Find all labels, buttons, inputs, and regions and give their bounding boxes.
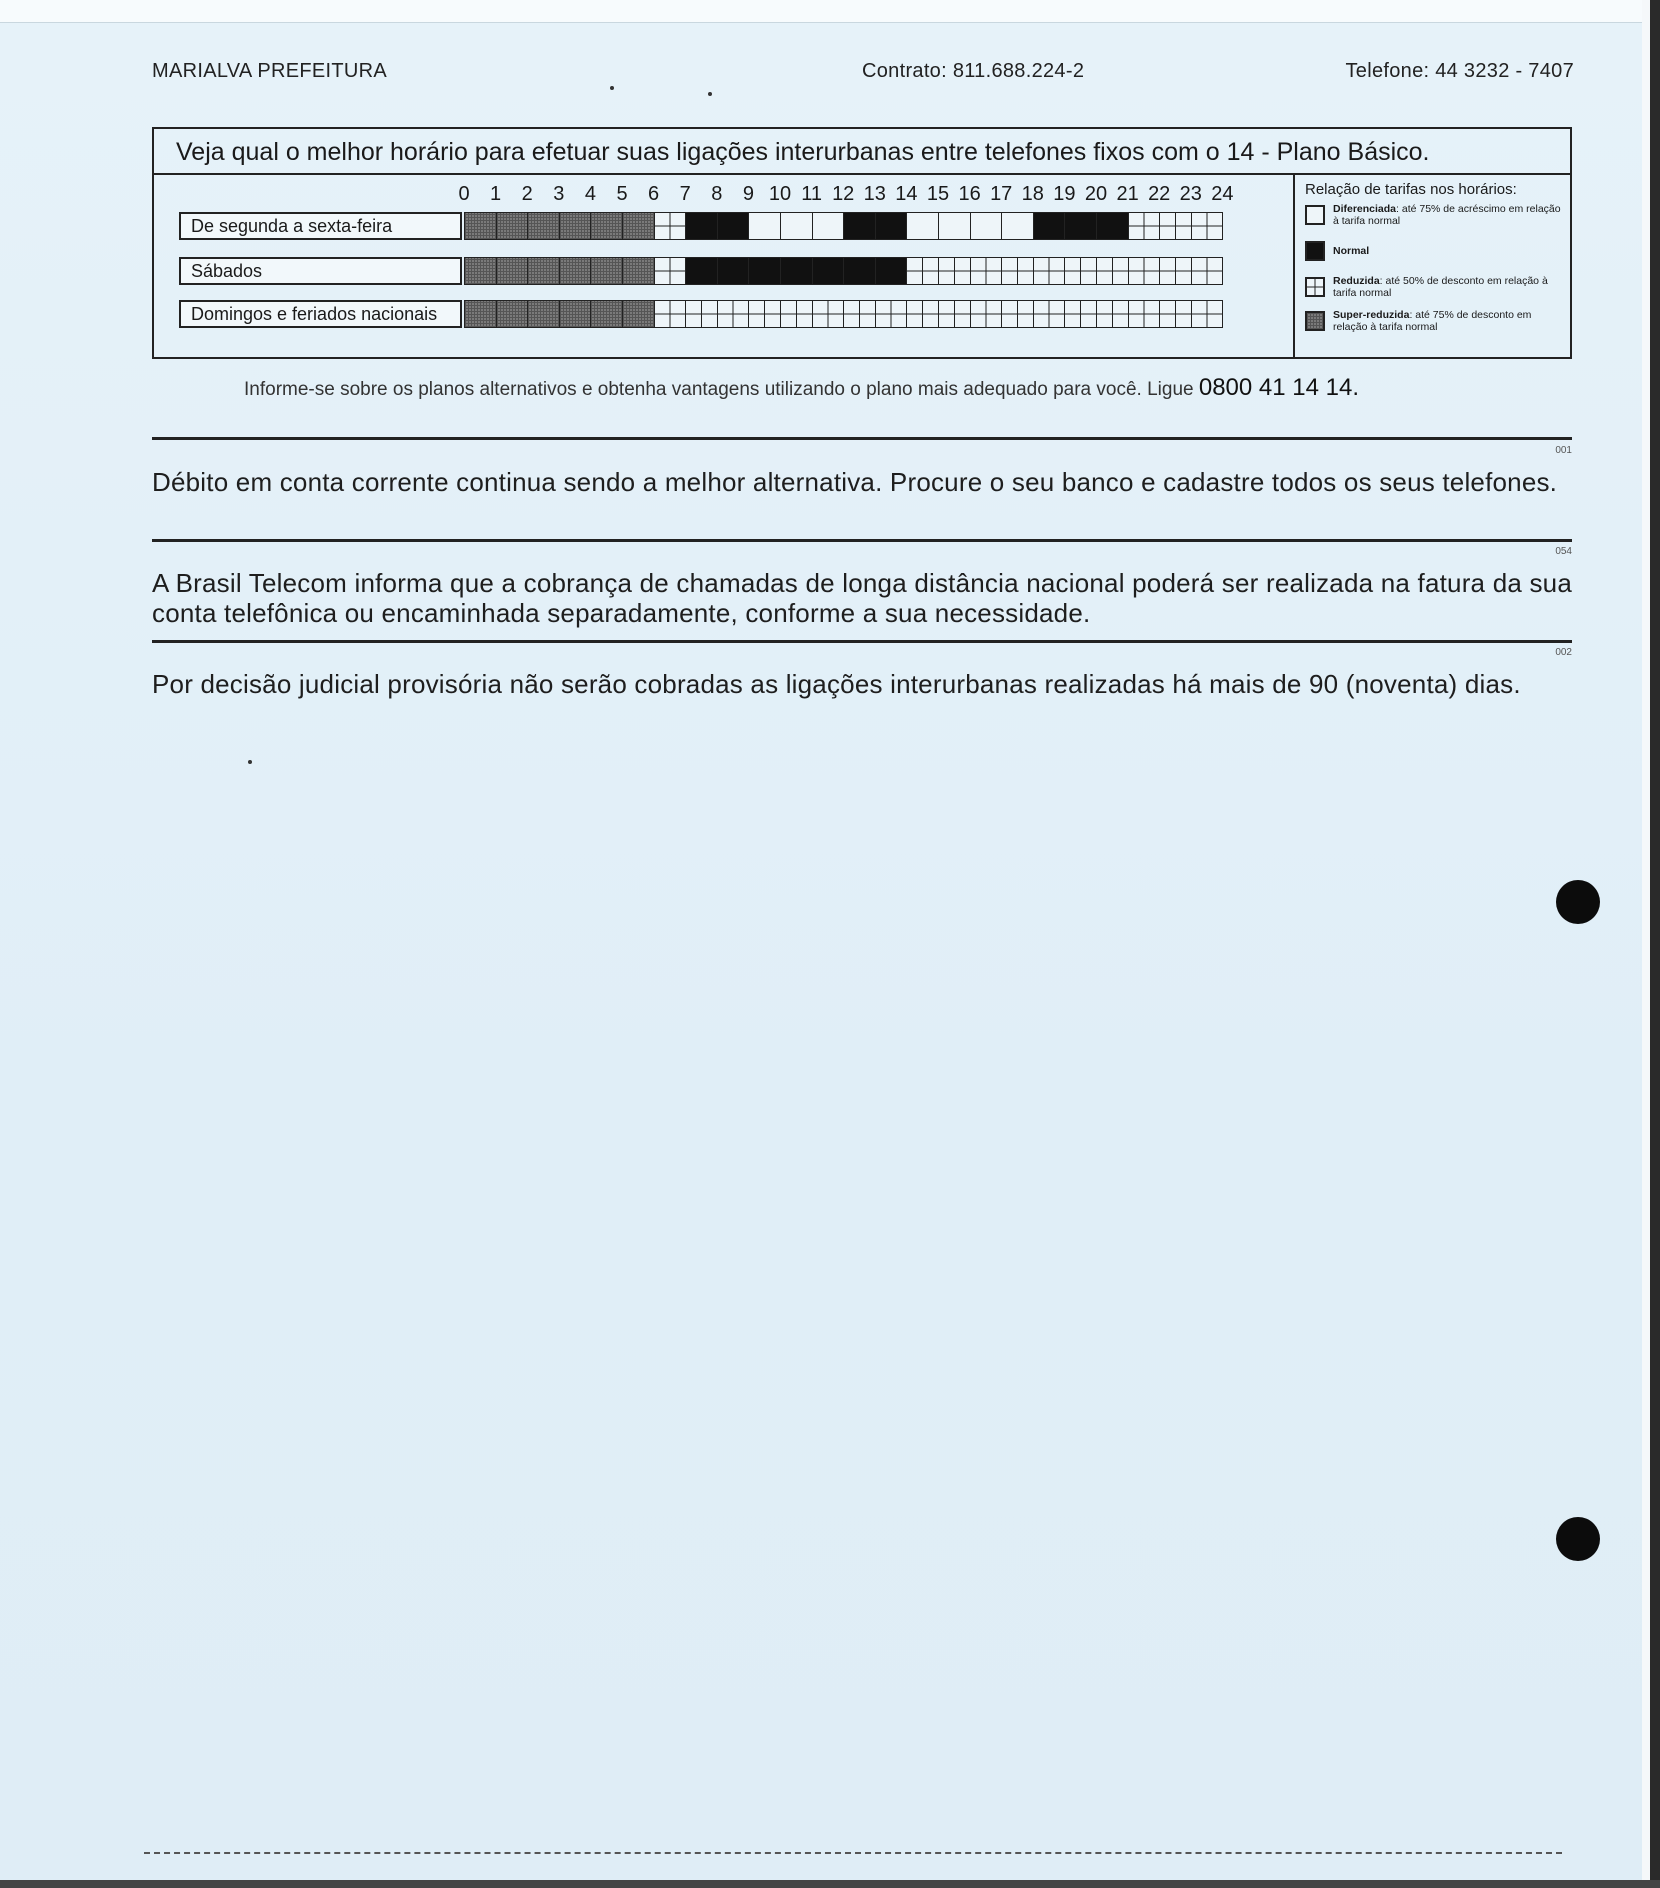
legend-swatch-diff [1305,205,1325,225]
tariff-cell-super [590,257,623,285]
tariff-cell-reduced [654,212,687,240]
tariff-cell-normal [717,212,750,240]
hour-label: 11 [801,183,822,205]
message-judicial-decision: Por decisão judicial provisória não serão cobradas as ligações interurbanas realizadas há mais de 90 (noventa) dias. [152,669,1521,699]
paper-right-margin [1642,0,1650,1888]
tariff-cell-normal [843,212,876,240]
legend-item-super [1305,309,1564,333]
hour-label: 16 [958,183,981,205]
tariff-row-saturdays [464,257,1222,285]
tariff-cell-reduced [717,300,750,328]
legend-desc: : até 50% de desconto em relação à tarifa normal [1333,275,1548,299]
legend-swatch-super [1305,311,1325,331]
tariff-cell-reduced [1191,257,1224,285]
tariff-cell-reduced [1001,300,1034,328]
tariff-cell-reduced [1064,257,1097,285]
customer-name: MARIALVA PREFEITURA [152,60,388,82]
punch-hole [1556,1517,1600,1561]
tariff-cell-diff [938,212,971,240]
paper-bottom-edge [0,1880,1660,1888]
hour-label: 21 [1116,183,1139,205]
hour-label: 18 [1021,183,1044,205]
hour-label: 9 [742,183,754,205]
tear-line [144,1852,1562,1854]
tariff-cell-reduced [906,300,939,328]
hour-label: 12 [832,183,855,205]
hour-label: 23 [1179,183,1202,205]
tariff-cell-diff [970,212,1003,240]
tariff-cell-normal [748,257,781,285]
tariff-cell-reduced [1159,212,1192,240]
plans-info-text: Informe-se sobre os planos alternativos e obtenha vantagens utilizando o plano mais adequado para você. Ligue [244,379,1194,400]
tariff-cell-super [464,300,497,328]
hour-label: 24 [1211,183,1234,205]
tariff-cell-diff [1001,212,1034,240]
legend-name: Reduzida [1333,275,1380,287]
message-direct-debit: Débito em conta corrente continua sendo a melhor alternativa. Procure o seu banco e cadastre todos os seus telefones. [152,467,1558,497]
hour-label: 19 [1053,183,1076,205]
paper-top-edge [0,0,1660,23]
tariff-cell-normal [1064,212,1097,240]
contract-number: Contrato: 811.688.224-2 [862,60,1085,82]
legend-name: Super-reduzida [1333,309,1410,321]
tariff-cell-normal [875,212,908,240]
tariff-cell-normal [843,257,876,285]
customer-phone: Telefone: 44 3232 - 7407 [1345,60,1574,82]
hour-label: 20 [1084,183,1108,205]
legend-item-normal [1305,239,1564,261]
hour-label: 15 [926,183,950,205]
hour-label: 17 [990,183,1013,205]
tariff-cell-super [496,212,529,240]
scan-speck [610,86,614,90]
row-label-weekdays: De segunda a sexta-feira [179,212,462,240]
tariff-cell-normal [685,212,718,240]
tariff-cell-normal [685,257,718,285]
message-code: 001 [1555,445,1572,456]
tariff-cell-reduced [685,300,718,328]
tariff-cell-reduced [970,257,1003,285]
tariff-cell-reduced [906,257,939,285]
tariff-cell-super [590,212,623,240]
hour-label: 0 [458,183,470,205]
tariff-cell-reduced [970,300,1003,328]
tariff-cell-reduced [1096,300,1129,328]
hour-label: 14 [895,183,918,205]
tariff-cell-reduced [1001,257,1034,285]
row-label-saturdays: Sábados [179,257,462,285]
tariff-cell-reduced [780,300,813,328]
tariff-cell-reduced [938,257,971,285]
tariff-cell-reduced [1128,257,1161,285]
tariff-cell-diff [906,212,939,240]
legend-desc: : até 75% de desconto em relação à tarifa normal [1333,309,1532,333]
scan-speck [708,92,712,96]
hour-label: 8 [711,183,723,205]
tariff-cell-reduced [875,300,908,328]
tariff-cell-super [559,212,592,240]
legend-item-reduced [1305,275,1564,299]
tariff-cell-normal [1096,212,1129,240]
legend-name: Normal [1333,245,1370,257]
tariff-cell-reduced [1033,300,1066,328]
hour-label: 3 [553,183,565,205]
hour-label: 13 [863,183,886,205]
tariff-row-weekdays [464,212,1222,240]
tariff-cell-normal [1033,212,1066,240]
tariff-cell-reduced [1159,257,1192,285]
hour-label: 2 [521,183,533,205]
tariff-cell-normal [875,257,908,285]
tariff-cell-super [496,300,529,328]
hour-scale [0,183,1660,207]
tariff-cell-super [464,212,497,240]
tariff-cell-diff [780,212,813,240]
hour-label: 6 [648,183,660,205]
legend-desc: : até 75% de acréscimo em relação à tarifa normal [1333,203,1561,227]
hour-label: 1 [490,183,502,205]
tariff-cell-reduced [1033,257,1066,285]
tariff-cell-reduced [1128,300,1161,328]
message-code: 054 [1555,546,1572,557]
tariff-cell-super [559,257,592,285]
tariff-cell-normal [717,257,750,285]
tariff-row-sundays-holidays [464,300,1222,328]
tariff-cell-reduced [1191,212,1224,240]
tariff-cell-reduced [812,300,845,328]
tariff-cell-reduced [1064,300,1097,328]
tariff-cell-reduced [1191,300,1224,328]
tariff-cell-reduced [843,300,876,328]
tariff-cell-super [527,257,560,285]
tariff-cell-reduced [654,257,687,285]
tariff-cell-reduced [1159,300,1192,328]
tariff-cell-normal [812,257,845,285]
divider [152,640,1572,643]
hour-label: 4 [584,183,596,205]
tariff-cell-diff [812,212,845,240]
tariff-cell-super [464,257,497,285]
hour-label: 10 [768,183,792,205]
tariff-cell-normal [780,257,813,285]
tariff-cell-diff [748,212,781,240]
tariff-cell-reduced [654,300,687,328]
tariff-cell-super [590,300,623,328]
hour-label: 22 [1148,183,1171,205]
hour-label: 7 [679,183,691,205]
tariff-cell-reduced [1096,257,1129,285]
divider [152,539,1572,542]
legend-title: Relação de tarifas nos horários: [1305,181,1517,198]
tariff-cell-super [559,300,592,328]
scan-speck [248,760,252,764]
plans-info-phone: 0800 41 14 14. [1198,374,1360,401]
tariff-cell-super [527,300,560,328]
legend-name: Diferenciada [1333,203,1397,215]
punch-hole [1556,880,1600,924]
tariff-cell-super [622,300,655,328]
tariff-cell-super [622,257,655,285]
tariff-cell-reduced [748,300,781,328]
row-label-sundays-holidays: Domingos e feriados nacionais [179,300,462,328]
legend-swatch-reduced [1305,277,1325,297]
hour-label: 5 [616,183,628,205]
tariff-cell-super [622,212,655,240]
tariff-cell-super [496,257,529,285]
legend-swatch-normal [1305,241,1325,261]
tariff-cell-reduced [938,300,971,328]
divider [152,437,1572,440]
paper-right-edge [1650,0,1660,1888]
tariff-cell-super [527,212,560,240]
plans-info [244,374,1359,402]
tariff-cell-reduced [1128,212,1161,240]
tariff-table-title: Veja qual o melhor horário para efetuar suas ligações interurbanas entre telefones fixos com o 14 - Plano Básico. [154,129,1570,175]
message-billing-info: A Brasil Telecom informa que a cobrança de chamadas de longa distância nacional poderá ser realizada na fatura da sua conta telefônica ou encaminhada separadamente, conforme a sua necessidade. [152,568,1572,628]
message-code: 002 [1555,647,1572,658]
